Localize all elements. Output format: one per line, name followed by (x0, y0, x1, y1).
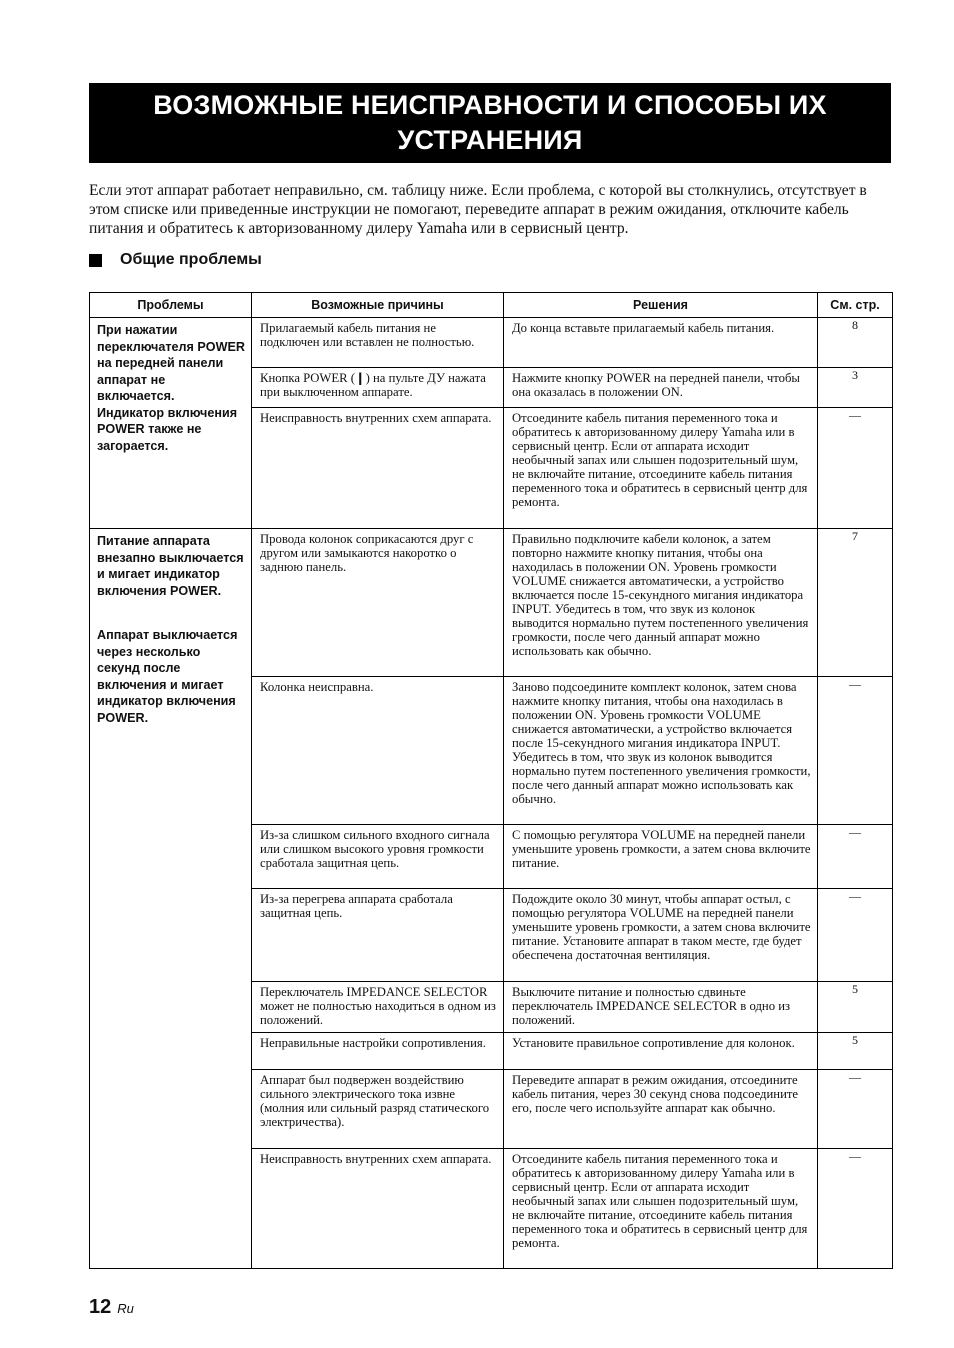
page-cell: — (818, 825, 893, 889)
problem-text: Аппарат выключается через несколько секунд после включения и мигает индикатор включения POWER. (97, 628, 238, 725)
solution-cell: Заново подсоедините комплект колонок, затем снова нажмите кнопку питания, чтобы она находилась в положении ON. Уровень громкости VOLUME снижается автоматически, а устройство включается после 15-секундного мигания индикатора INPUT. Убедитесь в том, что звук из колонок выводится нормально путем постепенного увеличения громкости, после чего данный аппарат можно использовать как обычно. (504, 677, 818, 825)
solution-cell: С помощью регулятора VOLUME на передней панели уменьшите уровень громкости, а затем снова включите питание. (504, 825, 818, 889)
page-footer (89, 1296, 134, 1319)
language-code: Ru (117, 1301, 134, 1316)
square-bullet-icon (89, 254, 102, 267)
solution-cell: Правильно подключите кабели колонок, а затем повторно нажмите кнопку питания, чтобы она находилась в положении ON. Уровень громкости VOLUME снижается автоматически, а устройство включается после 15-секундного мигания индикатора INPUT. Убедитесь в том, что звук из колонок выводится нормально путем постепенного увеличения громкости, после чего данный аппарат можно использовать как обычно. (504, 529, 818, 677)
page-cell: — (818, 1149, 893, 1269)
cause-cell: Прилагаемый кабель питания не подключен или вставлен не полностью. (252, 318, 504, 368)
solution-cell: Отсоедините кабель питания переменного тока и обратитесь к авторизованному дилеру Yamaha или в сервисный центр. Если от аппарата исходит необычный запах или слышен подозрительный шум, не включайте питание, отсоедините кабель питания переменного тока и обратитесь в сервисный центр для ремонта. (504, 408, 818, 529)
table-row (90, 529, 893, 677)
page-number: 12 (89, 1296, 112, 1318)
header-problems: Проблемы (90, 293, 252, 318)
solution-cell: Установите правильное сопротивление для колонок. (504, 1033, 818, 1070)
table-row (90, 318, 893, 368)
cause-cell: Провода колонок соприкасаются друг с другом или замыкаются накоротко о заднюю панель. (252, 529, 504, 677)
cause-cell: Переключатель IMPEDANCE SELECTOR может не полностью находиться в одном из положений. (252, 982, 504, 1033)
problem-text: Питание аппарата внезапно выключается и мигает индикатор включения POWER. (97, 534, 244, 598)
problem-cell (90, 318, 252, 529)
cause-cell: Неисправность внутренних схем аппарата. (252, 1149, 504, 1269)
solution-cell: Выключите питание и полностью сдвиньте переключатель IMPEDANCE SELECTOR в одно из положений. (504, 982, 818, 1033)
page-cell: 8 (818, 318, 893, 368)
header-solutions: Решения (504, 293, 818, 318)
solution-cell: Нажмите кнопку POWER на передней панели, чтобы она оказалась в положении ON. (504, 368, 818, 408)
cause-cell: Неправильные настройки сопротивления. (252, 1033, 504, 1070)
intro-paragraph: Если этот аппарат работает неправильно, см. таблицу ниже. Если проблема, с которой вы столкнулись, отсутствует в этом списке или приведенные инструкции не помогают, переведите аппарат в режим ожидания, отключите кабель питания и обратитесь к авторизованному дилеру Yamaha или в сервисный центр. (89, 182, 867, 237)
page-cell: 3 (818, 368, 893, 408)
header-page: См. стр. (818, 293, 893, 318)
solution-cell: До конца вставьте прилагаемый кабель питания. (504, 318, 818, 368)
page-title: ВОЗМОЖНЫЕ НЕИСПРАВНОСТИ И СПОСОБЫ ИХ УСТРАНЕНИЯ (89, 83, 891, 163)
cause-cell: Колонка неисправна. (252, 677, 504, 825)
problem-cell (90, 529, 252, 1269)
page-cell: — (818, 408, 893, 529)
page-cell: — (818, 677, 893, 825)
solution-cell: Переведите аппарат в режим ожидания, отсоедините кабель питания, через 30 секунд снова подсоедините его, после чего используйте аппарат как обычно. (504, 1070, 818, 1149)
page-cell: — (818, 1070, 893, 1149)
cause-cell: Неисправность внутренних схем аппарата. (252, 408, 504, 529)
cause-cell: Из-за слишком сильного входного сигнала или слишком высокого уровня громкости сработала защитная цепь. (252, 825, 504, 889)
troubleshooting-table (89, 292, 893, 1269)
section-heading (89, 251, 262, 269)
solution-cell: Отсоедините кабель питания переменного тока и обратитесь к авторизованному дилеру Yamaha или в сервисный центр. Если от аппарата исходит необычный запах или слышен подозрительный шум, не включайте питание, отсоедините кабель питания переменного тока и обратитесь в сервисный центр для ремонта. (504, 1149, 818, 1269)
table-header-row (90, 293, 893, 318)
header-causes: Возможные причины (252, 293, 504, 318)
section-title: Общие проблемы (120, 251, 262, 268)
page-cell: — (818, 889, 893, 982)
cause-cell: Из-за перегрева аппарата сработала защитная цепь. (252, 889, 504, 982)
page-cell: 5 (818, 982, 893, 1033)
page-cell: 7 (818, 529, 893, 677)
problem-text: При нажатии переключателя POWER на передней панели аппарат не включается. Индикатор включения POWER также не загорается. (97, 323, 245, 453)
page-cell: 5 (818, 1033, 893, 1070)
solution-cell: Подождите около 30 минут, чтобы аппарат остыл, с помощью регулятора VOLUME на передней панели уменьшите уровень громкости, а затем снова включите питание. Установите аппарат в таком месте, где будет обеспечена достаточная вентиляция. (504, 889, 818, 982)
cause-cell: Аппарат был подвержен воздействию сильного электрического тока извне (молния или сильный разряд статического электричества). (252, 1070, 504, 1149)
cause-cell: Кнопка POWER (❙) на пульте ДУ нажата при выключенном аппарате. (252, 368, 504, 408)
